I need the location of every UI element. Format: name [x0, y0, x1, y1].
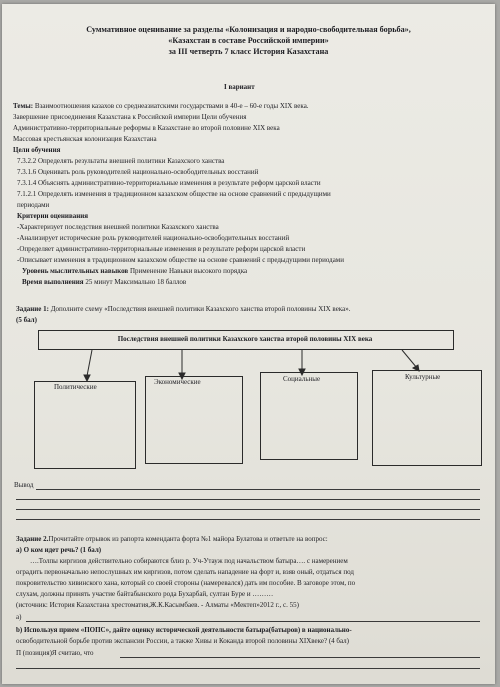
- goal-item: периодами: [17, 201, 50, 209]
- conclusion-answer-line[interactable]: [16, 499, 480, 500]
- task1-points: (5 бал): [16, 316, 37, 324]
- answer-b-line[interactable]: [16, 668, 480, 669]
- goal-item: 7.3.1.4 Объяснять административно-территориальные изменения в результате реформ царской власти: [17, 179, 321, 187]
- themes-line-1: [13, 103, 309, 110]
- task1-label: Задание 1:: [16, 305, 49, 313]
- category-label-political: Политические: [54, 383, 97, 391]
- criteria-item: -Определяет административно-территориальные изменения в результате реформ царской власти: [17, 245, 306, 253]
- conclusion-label: Вывод: [14, 481, 34, 489]
- passage-line: покровительство хивинского хана, который со своей стороны (намеревался) дать им пособие. В заговоре этом, по: [16, 579, 356, 587]
- category-label-economic: Экономические: [154, 378, 201, 386]
- variant-label: I вариант: [224, 83, 255, 91]
- header-line-2: «Казахстан в составе Российской империи»: [168, 36, 329, 45]
- task2-question-a: а) О ком идет речь? (1 бал): [16, 546, 102, 554]
- header-line-1: Суммативное оценивание за разделы «Колонизация и народно-свободительная борьба»,: [86, 25, 411, 34]
- passage-line: оградить первоначально непослушных им киргизов, потом сделать нападение на форт и, взяв оный, отдаться под: [16, 568, 354, 576]
- goal-item: 7.1.2.1 Определять изменения в традиционном казахском обществе на основе сравнений с предыдущими: [17, 190, 331, 198]
- passage-line: слухам, должны принять участие байтабынского рода Бухарбай, султан Буре и ………: [16, 590, 274, 598]
- diagram-title: Последствия внешней политики Казахского ханства второй половины XIX века: [117, 335, 373, 343]
- conclusion-answer-line[interactable]: [16, 519, 480, 520]
- goals-label: Цели обучения: [13, 146, 61, 154]
- category-box-cultural[interactable]: [372, 370, 482, 466]
- category-label-social: Социальные: [283, 375, 321, 383]
- task2-question-b: b) Используя прием «ПОПС», дайте оценку исторической деятельности батыра(батыров) в национально-: [16, 626, 352, 634]
- thinking-skills-line: [22, 268, 247, 275]
- task2-label: Задание 2.: [16, 535, 49, 543]
- conclusion-answer-line[interactable]: [36, 489, 480, 490]
- thinking-label: Уровень мыслительных навыков: [22, 267, 129, 275]
- thinking-value: Применение Навыки высокого порядка: [129, 267, 248, 275]
- themes-line-4: Массовая крестьянская колонизация Казахстана: [13, 135, 157, 143]
- goal-item: 7.3.1.6 Оценивать роль руководителей национально-освободительных восстаний: [17, 168, 259, 176]
- criteria-label: Критерии оценивания: [17, 212, 89, 220]
- task2-intro: Прочитайте отрывок из рапорта коменданта форта №1 майора Булатова и ответьте на вопрос:: [48, 535, 328, 543]
- category-box-social[interactable]: [260, 372, 358, 460]
- worksheet-page: [2, 4, 495, 684]
- criteria-item: -Описывает изменения в традиционном казахском обществе на основе сравнений с предыдущими периодами: [17, 256, 344, 264]
- passage-source: (источник: История Казахстана хрестоматия,Ж.К.Касымбаев. - Алматы «Мектеп»2012 г., с. 55): [16, 601, 299, 609]
- time-line: [22, 279, 186, 286]
- time-label: Время выполнения: [22, 278, 84, 286]
- goal-item: 7.3.2.2 Определять результаты внешней политики Казахского ханства: [17, 157, 225, 165]
- task2-prompt: [16, 536, 328, 543]
- answer-b-label: П (позиция)Я считаю, что: [16, 649, 94, 657]
- themes-line-3: Административно-территориальные реформы в Казахстане во второй половине XIX века: [13, 124, 280, 132]
- criteria-item: -Характеризует последствия внешней политики Казахского ханства: [17, 223, 219, 231]
- category-box-economic[interactable]: [145, 376, 243, 464]
- answer-a-label: а): [16, 613, 22, 621]
- task2-question-b-cont: освободительной борьбе против экспансии России, а также Хивы и Коканда второй половины XIXвеке? (4 бал): [16, 637, 349, 645]
- header-line-3: за III четверть 7 класс История Казахстана: [168, 47, 329, 56]
- themes-text-1: Взаимоотношения казахов со среднеазиатскими государствами в 40-е – 60-е годы XIX века.: [34, 102, 309, 110]
- conclusion-answer-line[interactable]: [16, 509, 480, 510]
- answer-a-line[interactable]: [26, 621, 480, 622]
- task1-prompt: [16, 306, 350, 313]
- category-label-cultural: Культурные: [405, 373, 441, 381]
- criteria-item: -Анализирует исторические роль руководителей национально-освободительных восстаний: [17, 234, 290, 242]
- answer-b-line[interactable]: [120, 657, 480, 658]
- themes-label: Темы:: [13, 102, 34, 110]
- category-box-political[interactable]: [34, 381, 136, 469]
- task1-text: Дополните схему «Последствия внешней политики Казахского ханства второй половины XIX века».: [50, 305, 351, 313]
- passage-line: ….Толпы киргизов действительно собираются близ р. Уч-Утауж под начальством батыра…. с намерением: [30, 557, 348, 565]
- themes-line-2: Завершение присоединения Казахстана к Российской империи Цели обучения: [13, 113, 247, 121]
- time-value: 25 минут Максимально 18 баллов: [85, 278, 187, 286]
